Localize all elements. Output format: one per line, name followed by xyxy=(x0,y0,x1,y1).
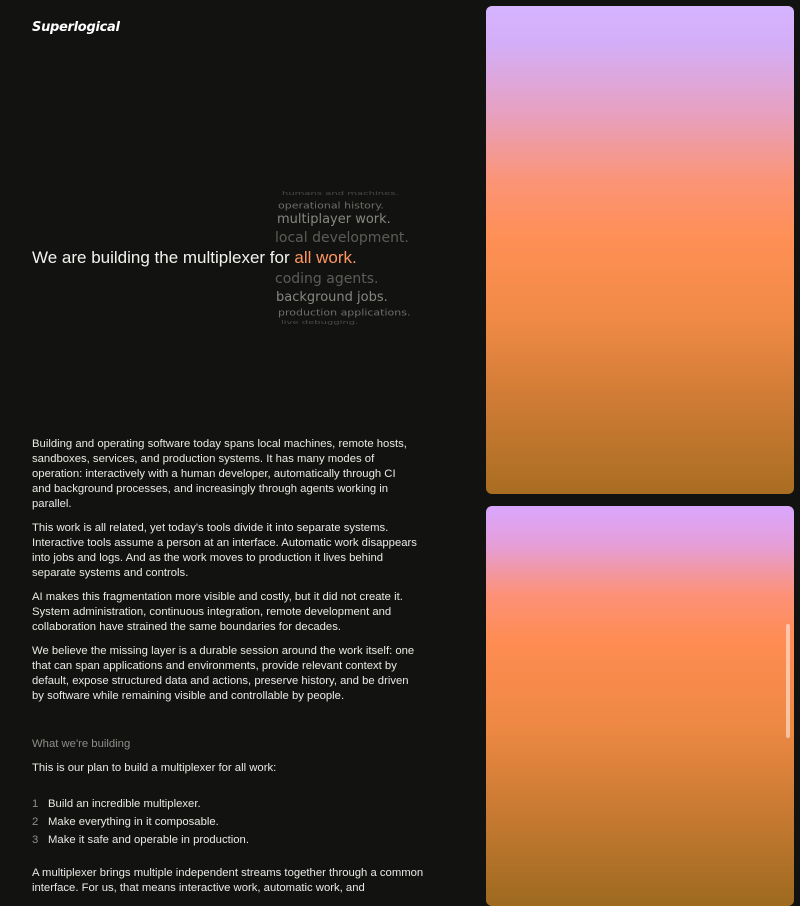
section-closing: A multiplexer brings multiple independent streams together through a common interface. For us, that means interactive work, automatic work, and xyxy=(32,867,424,894)
rotator-item: local development. xyxy=(275,230,409,246)
step-text: Make it safe and operable in production. xyxy=(48,834,249,846)
step-text: Build an incredible multiplexer. xyxy=(48,798,201,810)
body-paragraph: AI makes this fragmentation more visible and costly, but it did not create it. System administration, continuous integration, remote development and collaboration have strained the same boundaries for decades. xyxy=(32,591,403,633)
step-number: 3 xyxy=(32,834,39,846)
body-paragraph: Building and operating software today spans local machines, remote hosts, sandboxes, services, and production systems. It has many modes of operation: interactively with a human developer, automatically through CI and background processes, and increasingly through agents working in parallel. xyxy=(32,438,407,510)
step-text: Make everything in it composable. xyxy=(48,816,219,828)
rotator-item: operational history. xyxy=(278,200,384,211)
rotator-item: live debugging. xyxy=(281,319,359,326)
step-number: 2 xyxy=(32,816,39,828)
intro-body xyxy=(32,437,417,713)
section-intro: This is our plan to build a multiplexer for all work: xyxy=(32,762,277,774)
step-number: 1 xyxy=(32,798,39,810)
list-item xyxy=(32,795,432,813)
hero-highlight: all work. xyxy=(294,248,357,267)
rotator-item: background jobs. xyxy=(276,290,388,305)
list-item xyxy=(32,813,432,831)
rotator-item: humans and machines. xyxy=(282,190,399,197)
rotator-item: multiplayer work. xyxy=(277,212,391,227)
gradient-panel-top xyxy=(486,6,794,494)
hero-prefix: We are building the multiplexer for xyxy=(32,248,295,267)
building-section xyxy=(32,737,432,896)
rotator-item: coding agents. xyxy=(275,271,379,287)
rotator-item: production applications. xyxy=(278,307,411,318)
section-heading: What we're building xyxy=(32,738,131,750)
body-paragraph: This work is all related, yet today's tools divide it into separate systems. Interactive tools assume a person at an interface. Automatic work disappears into jobs and logs. And as the work moves to production it lives behind separate systems and controls. xyxy=(32,522,417,579)
hero-heading xyxy=(32,248,357,268)
body-paragraph: We believe the missing layer is a durable session around the work itself: one that can span applications and environments, provide relevant context by default, expose structured data and actions, preserve history, and be driven by software while remaining visible and controllable by people. xyxy=(32,645,415,702)
brand-logo[interactable]: Superlogical xyxy=(32,20,120,35)
list-item xyxy=(32,831,432,849)
steps-list xyxy=(32,795,432,849)
scrollbar-thumb[interactable] xyxy=(786,624,790,738)
gradient-panel-bottom xyxy=(486,506,794,906)
